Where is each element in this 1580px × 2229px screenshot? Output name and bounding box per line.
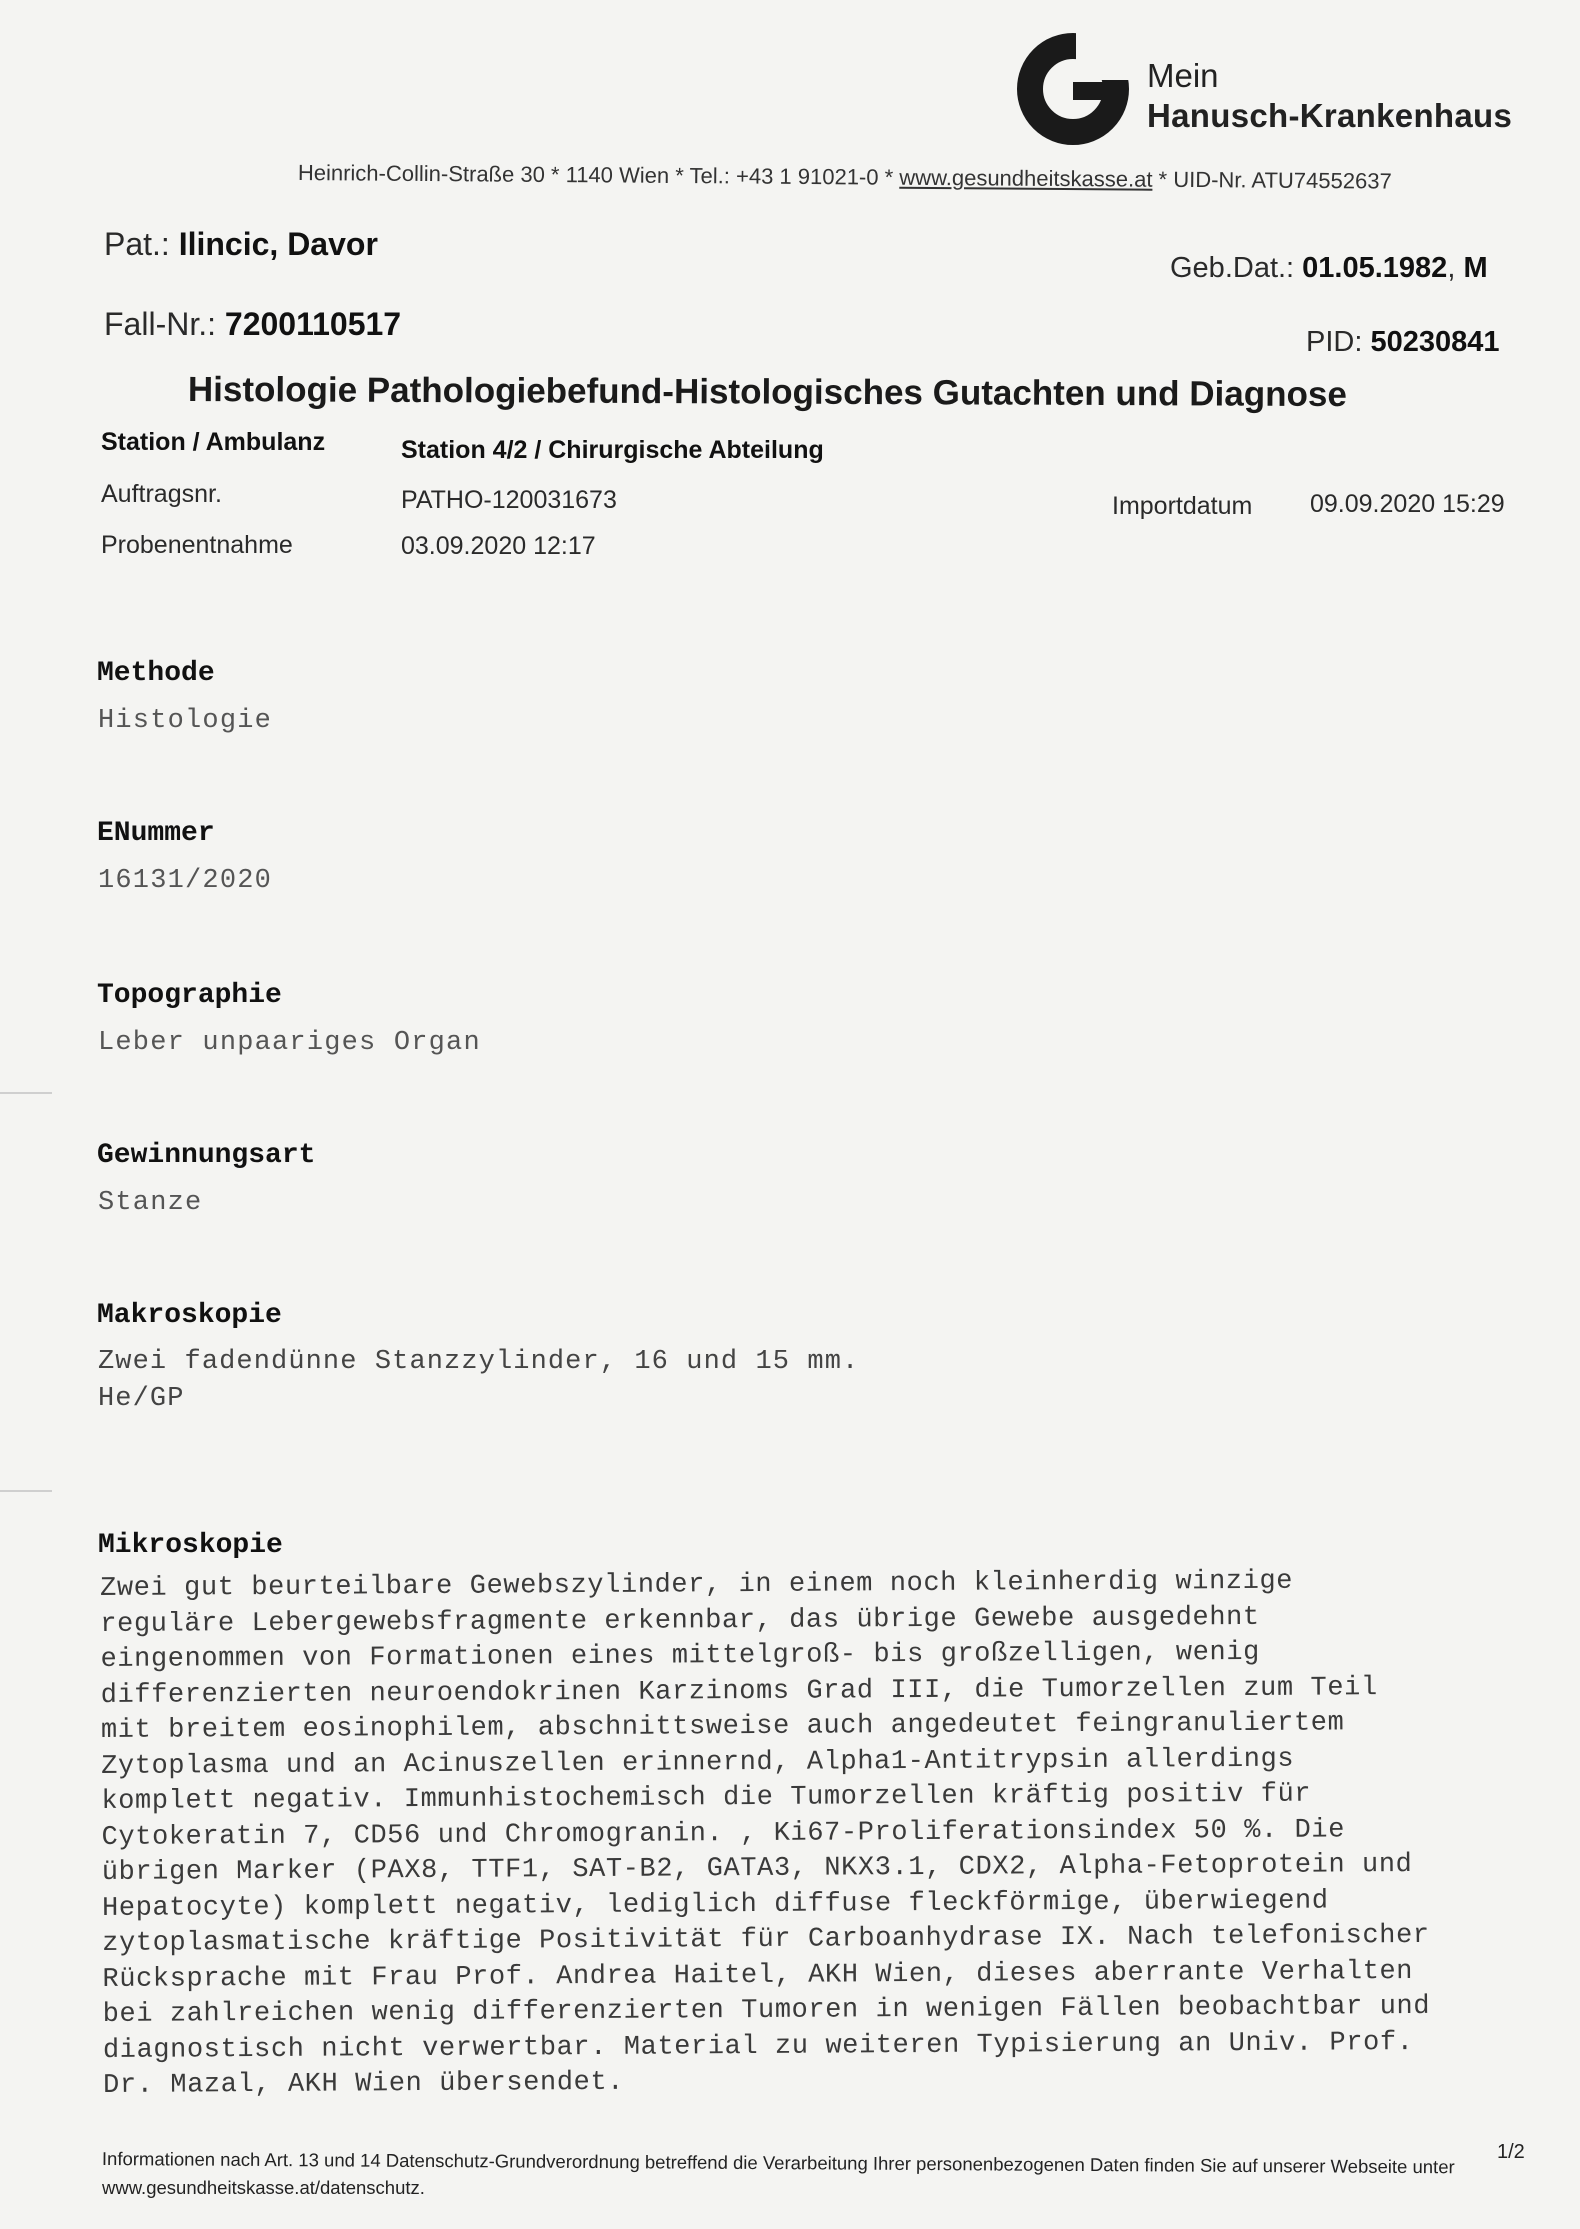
method-heading: Methode	[97, 658, 215, 689]
microscopy-line: diagnostisch nicht verwertbar. Material zu weiteren Typisierung an Univ. Prof.	[102, 2027, 1414, 2066]
macroscopy-heading: Makroskopie	[97, 1300, 282, 1331]
microscopy-line: übrigen Marker (PAX8, TTF1, SAT-B2, GATA3, NKX3.1, CDX2, Alpha-Fetoprotein und	[101, 1849, 1413, 1888]
birth-date-row	[1170, 252, 1488, 285]
microscopy-line: reguläre Lebergewebsfragmente erkennbar, das übrige Gewebe ausgedehnt	[100, 1602, 1260, 1640]
patient-name: Ilincic, Davor	[178, 226, 378, 262]
microscopy-line: Zwei gut beurteilbare Gewebszylinder, in einem noch kleinherdig winzige	[100, 1566, 1294, 1604]
sampling-value: 03.09.2020 12:17	[401, 532, 596, 560]
privacy-link[interactable]: www.gesundheitskasse.at/datenschutz.	[102, 2177, 425, 2198]
order-number-value: PATHO-120031673	[401, 486, 617, 514]
sex-value: M	[1463, 252, 1488, 284]
microscopy-line: Cytokeratin 7, CD56 und Chromogranin. , Ki67-Proliferationsindex 50 %. Die	[101, 1814, 1346, 1853]
pid-row	[1306, 326, 1500, 359]
birth-date-label: Geb.Dat.:	[1170, 252, 1303, 284]
hospital-logo-icon	[1016, 32, 1130, 146]
address-link[interactable]: www.gesundheitskasse.at	[899, 164, 1153, 192]
method-text: Histologie	[98, 706, 273, 736]
import-date-label: Importdatum	[1112, 492, 1253, 520]
sampling-method-text: Stanze	[98, 1188, 203, 1218]
sampling-method-heading: Gewinnungsart	[97, 1140, 316, 1171]
microscopy-line: Hepatocyte) komplett negativ, lediglich diffuse fleckförmige, überwiegend	[101, 1886, 1329, 1924]
import-date-value: 09.09.2020 15:29	[1310, 490, 1505, 518]
microscopy-line: Zytoplasma und an Acinuszellen erinnernd, Alpha1-Antitrypsin allerdings	[101, 1744, 1295, 1782]
address-suffix: * UID-Nr. ATU74552637	[1152, 166, 1392, 194]
microscopy-line: differenzierten neuroendokrinen Karzinoms Grad III, die Tumorzellen zum Teil	[100, 1672, 1378, 1711]
privacy-notice: Informationen nach Art. 13 und 14 Datenschutz-Grundverordnung betreffend die Verarbeitung Ihrer personenbezogenen Daten finden Sie auf unserer Webseite unter	[101, 2148, 1455, 2178]
topography-heading: Topographie	[97, 980, 282, 1011]
patient-name-row	[104, 226, 378, 263]
sampling-label: Probenentnahme	[101, 531, 293, 559]
macroscopy-text: Zwei fadendünne Stanzzylinder, 16 und 15 mm. He/GP	[98, 1347, 860, 1414]
hospital-address	[298, 160, 1392, 195]
microscopy-line: eingenommen von Formationen eines mittelgroß- bis großzelligen, wenig	[100, 1637, 1260, 1675]
logo-line-2: Hanusch-Krankenhaus	[1147, 97, 1513, 134]
sex-separator: ,	[1447, 252, 1464, 284]
microscopy-text	[100, 1563, 1543, 2104]
case-number-row	[104, 306, 401, 343]
microscopy-line: Rücksprache mit Frau Prof. Andrea Haitel, AKH Wien, dieses aberrante Verhalten	[102, 1956, 1414, 1995]
case-number-value: 7200110517	[224, 306, 402, 342]
hospital-name	[1147, 56, 1512, 136]
microscopy-line: bei zahlreichen wenig differenzierten Tumoren in wenigen Fällen beobachtbar und	[102, 1991, 1431, 2030]
document-title: Histologie Pathologiebefund-Histologisches Gutachten und Diagnose	[187, 370, 1347, 415]
case-number-label: Fall-Nr.:	[104, 306, 225, 342]
address-prefix: Heinrich-Collin-Straße 30 * 1140 Wien * Tel.: +43 1 91021-0 *	[297, 160, 900, 190]
enumber-text: 16131/2020	[98, 866, 273, 896]
station-value: Station 4/2 / Chirurgische Abteilung	[401, 436, 824, 464]
enumber-heading: ENummer	[97, 818, 215, 849]
page-number: 1/2	[1497, 2141, 1525, 2163]
pid-value: 50230841	[1370, 326, 1500, 358]
microscopy-line: mit breitem eosinophilem, abschnittsweise auch angedeutet feingranuliertem	[100, 1708, 1345, 1746]
pid-label: PID:	[1306, 326, 1371, 358]
logo-line-1: Mein	[1147, 57, 1219, 94]
order-number-label: Auftragsnr.	[101, 480, 222, 508]
microscopy-line: komplett negativ. Immunhistochemisch die Tumorzellen kräftig positiv für	[101, 1779, 1312, 1817]
margin-fold-mark	[0, 1490, 52, 1492]
microscopy-heading: Mikroskopie	[98, 1530, 283, 1561]
microscopy-line: zytoplasmatische kräftige Positivität für Carboanhydrase IX. Nach telefonischer	[102, 1920, 1430, 1959]
margin-fold-mark	[0, 1092, 52, 1094]
topography-text: Leber unpaariges Organ	[98, 1028, 481, 1058]
birth-date-value: 01.05.1982	[1302, 252, 1448, 284]
microscopy-line: Dr. Mazal, AKH Wien übersendet.	[103, 2067, 625, 2101]
station-label: Station / Ambulanz	[101, 428, 326, 456]
patient-label: Pat.:	[104, 226, 179, 262]
